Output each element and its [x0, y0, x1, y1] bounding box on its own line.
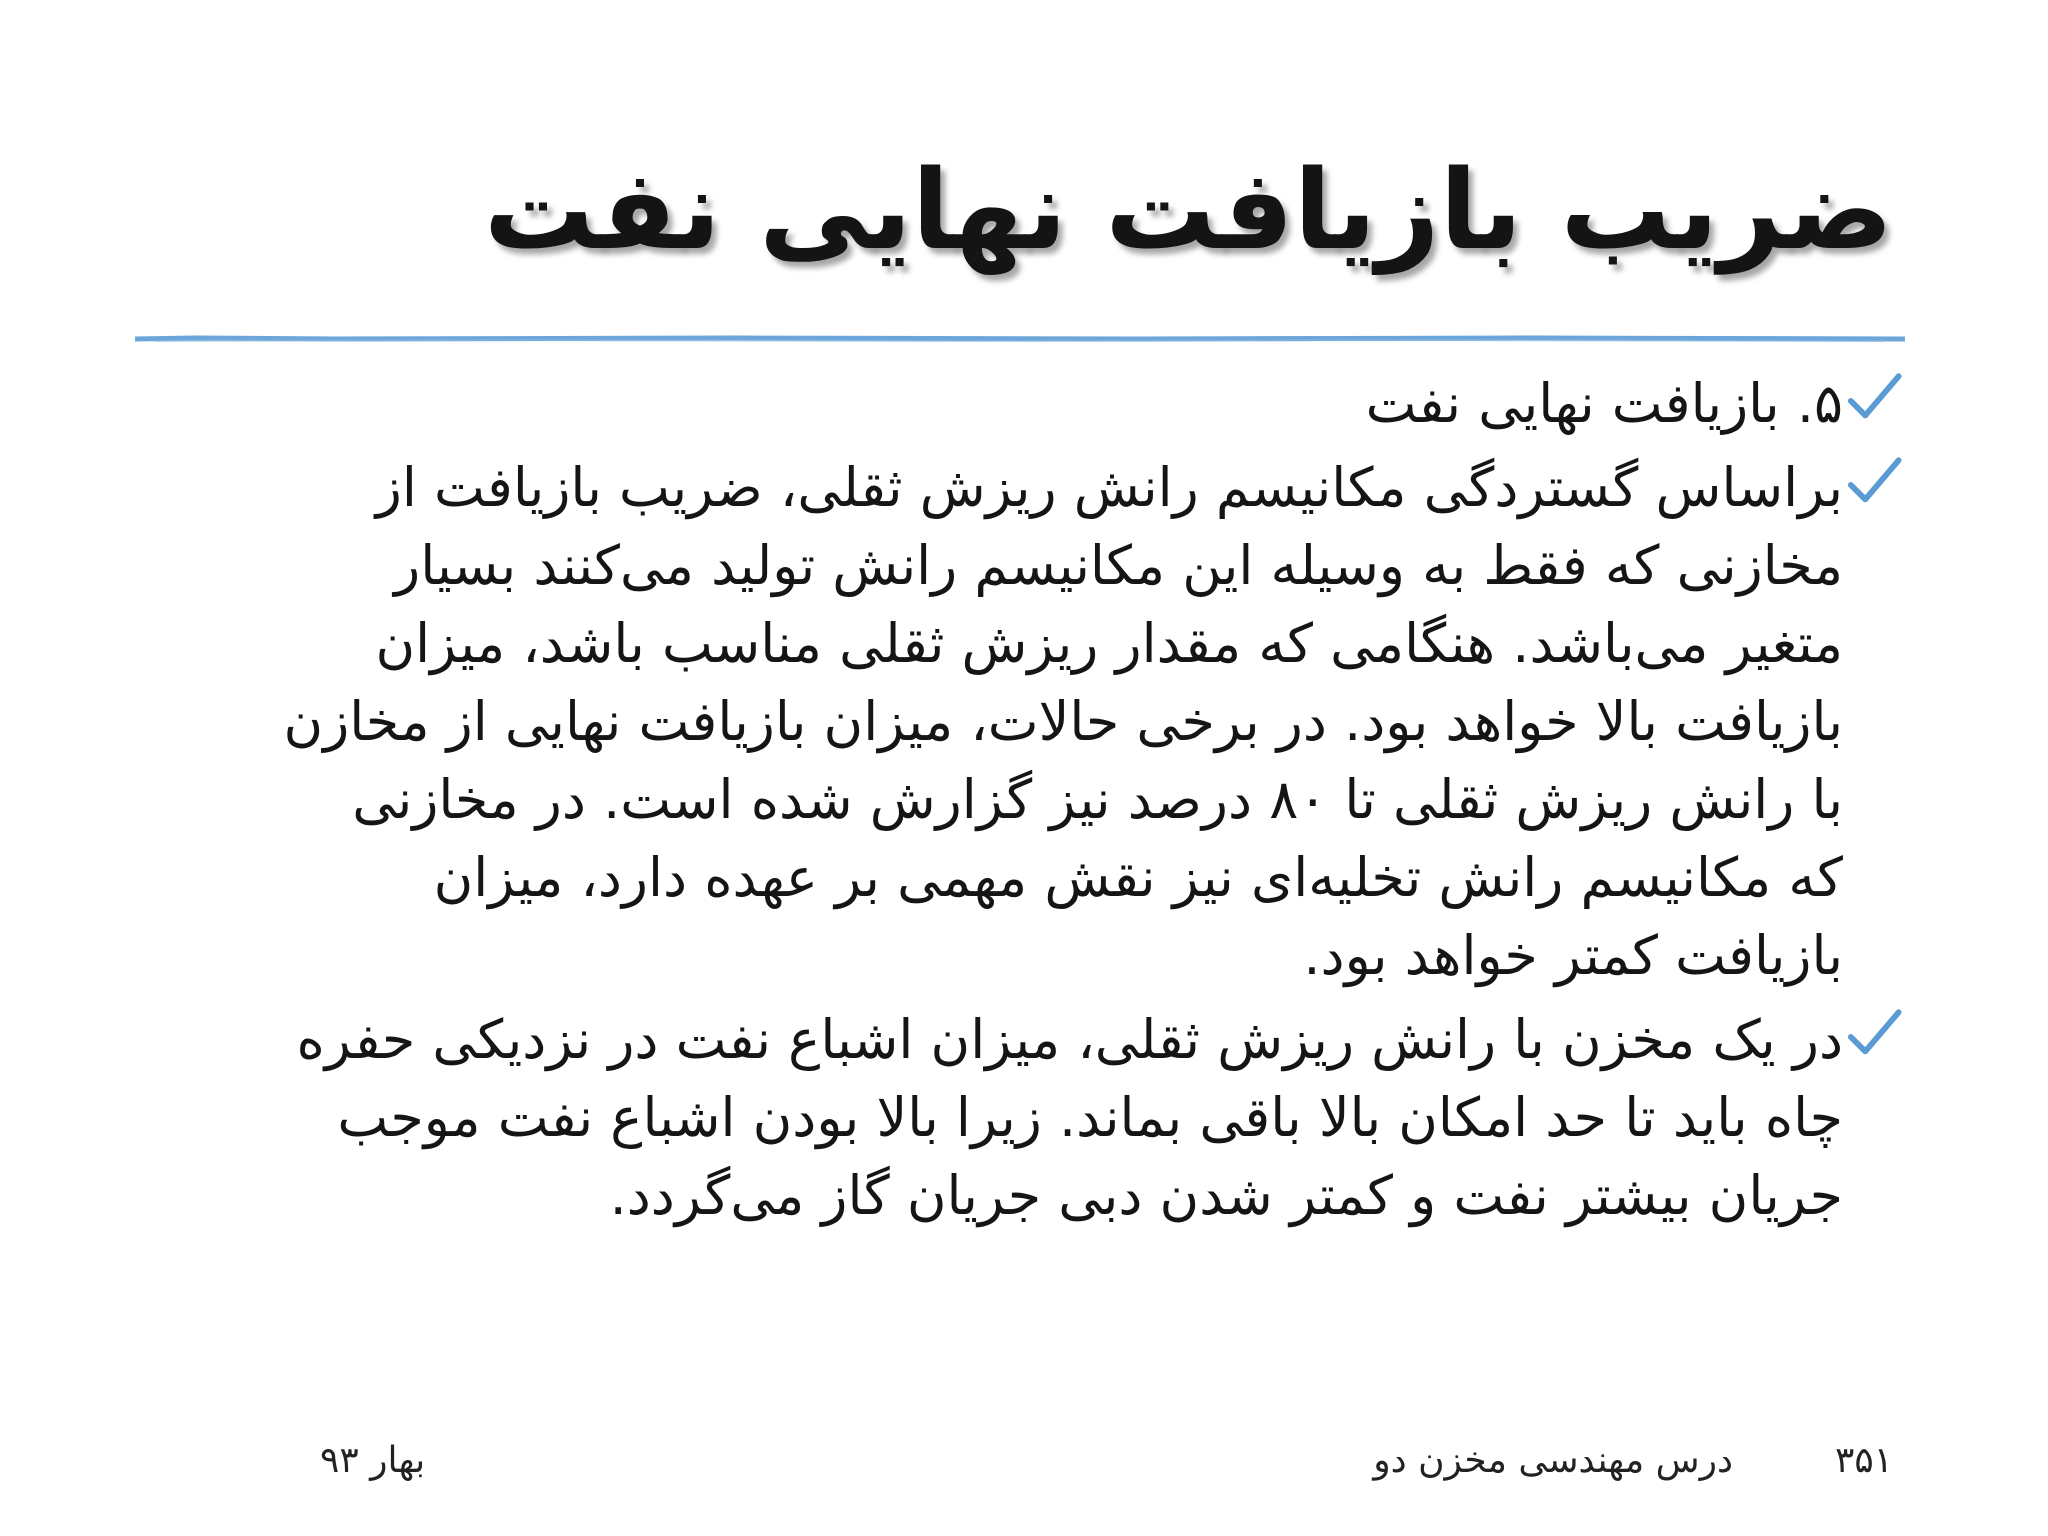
slide-content	[243, 365, 1893, 1241]
bullet-text: براساس گستردگی مکانیسم رانش ریزش ثقلی، ضریب بازیافت از مخازنی که فقط به وسیله این مکانیسم رانش تولید می‌کنند بسیار متغیر می‌باشد. هنگامی که مقدار ریزش ثقلی مناسب باشد، میزان بازیافت بالا خواهد بود. در برخی حالات، میزان بازیافت نهایی از مخازن با رانش ریزش ثقلی تا ۸۰ درصد نیز گزارش شده است. در مخازنی که مکانیسم رانش تخلیه‌ای نیز نقش مهمی بر عهده دارد، میزان بازیافت کمتر خواهد بود.	[283, 456, 1843, 987]
bullet-item	[243, 1001, 1893, 1235]
title-divider	[135, 334, 1905, 344]
bullet-text: در یک مخزن با رانش ریزش ثقلی، میزان اشباع نفت در نزدیکی حفره چاه باید تا حد امکان بالا باقی بماند. زیرا بالا بودن اشباع نفت موجب جریان بیشتر نفت و کمتر شدن دبی جریان گاز می‌گردد.	[296, 1008, 1843, 1227]
checkmark-icon	[1845, 453, 1903, 511]
checkmark-icon	[1845, 1005, 1903, 1063]
term-label: بهار ۹۳	[320, 1440, 426, 1481]
bullet-item	[283, 449, 1893, 995]
checkmark-icon	[1845, 369, 1903, 427]
slide-title: ضریب بازیافت نهایی نفت	[483, 146, 1893, 274]
bullet-item	[243, 365, 1893, 443]
page-number: ۳۵۱	[1834, 1440, 1893, 1481]
bullet-text: ۵. بازیافت نهایی نفت	[1365, 372, 1843, 435]
course-name: درس مهندسی مخزن دو	[1373, 1440, 1733, 1481]
